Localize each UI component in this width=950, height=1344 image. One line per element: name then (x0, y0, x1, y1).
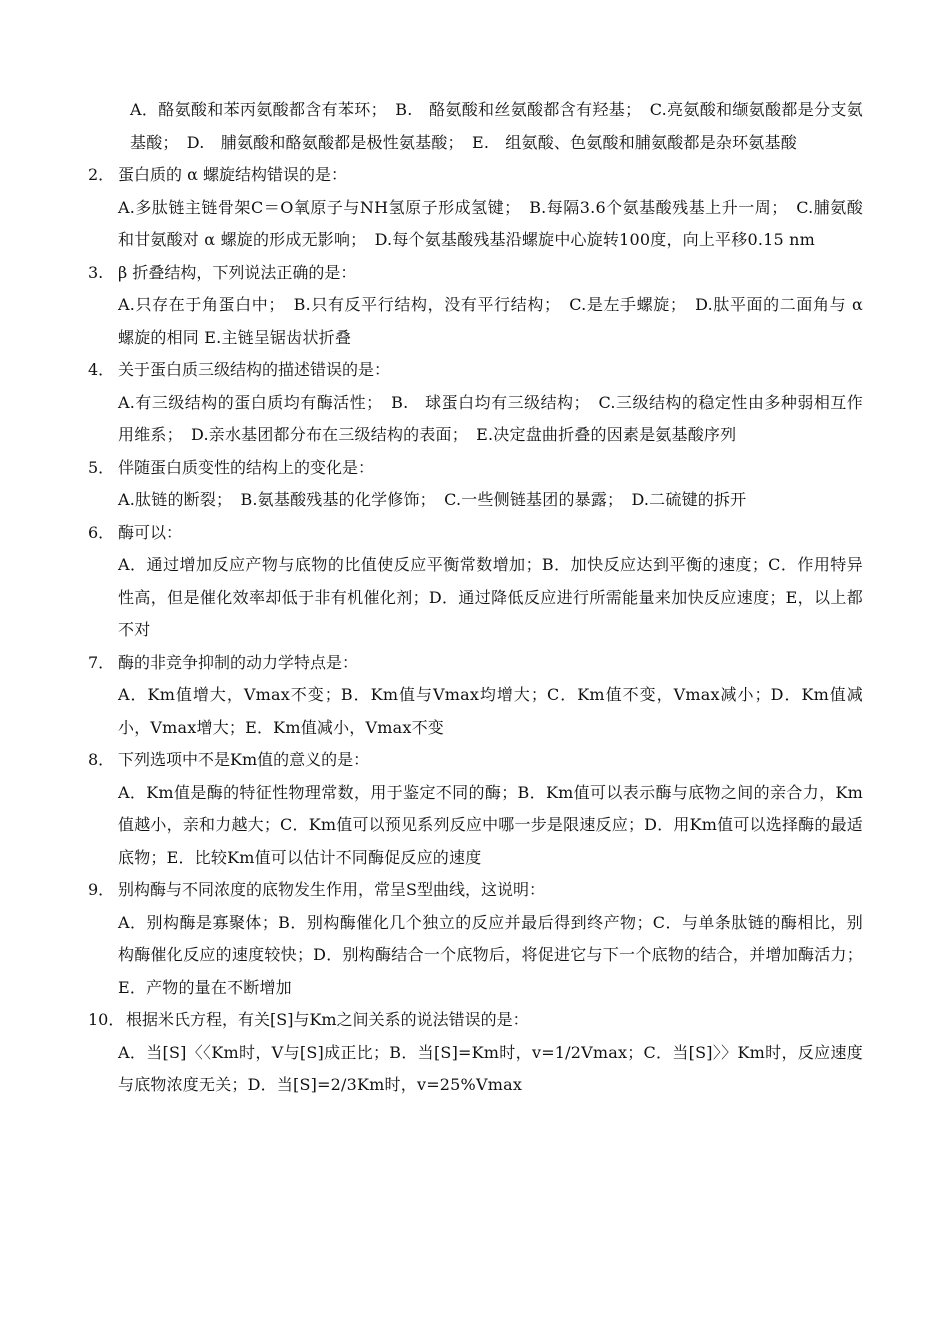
question-number: 7． (88, 652, 115, 672)
question-options: A.有三级结构的蛋白质均有酶活性； B. 球蛋白均有三级结构； C.三级结构的稳定性由多种弱相互作用维系； D.亲水基团都分布在三级结构的表面； E.决定盘曲折叠的因素是氨基酸序列 (118, 392, 863, 444)
question-3 (88, 257, 863, 355)
question-6 (88, 517, 863, 647)
question-number: 5． (88, 457, 115, 477)
question-title (88, 1004, 863, 1037)
question-title (88, 354, 863, 387)
question-number: 9． (88, 880, 115, 899)
question-stem: 酶的非竞争抑制的动力学特点是： (118, 652, 359, 672)
question-options: A．通过增加反应产物与底物的比值使反应平衡常数增加；B．加快反应达到平衡的速度；C．作用特异性高，但是催化效率却低于非有机催化剂；D．通过降低反应进行所需能量来加快反应速度；E，以上都不对 (118, 555, 863, 639)
question-stem: 根据米氏方程，有关[S]与Km之间关系的说法错误的是： (126, 1010, 529, 1029)
question-number: 4． (88, 360, 115, 379)
question-stem: 酶可以： (118, 522, 183, 542)
question-stem: 伴随蛋白质变性的结构上的变化是： (118, 457, 375, 477)
question-number: 10． (88, 1010, 125, 1029)
question-title (88, 257, 863, 290)
question-options: A．当[S]〈〈Km时，V与[S]成正比；B．当[S]=Km时，v=1/2Vmax；C．当[S]〉〉Km时，反应速度与底物浓度无关；D．当[S]=2/3Km时，v=25%Vmax (118, 1042, 863, 1094)
question-stem: β 折叠结构，下列说法正确的是： (118, 262, 357, 282)
question-title (88, 647, 863, 680)
question-9 (88, 874, 863, 1004)
question-10 (88, 1004, 863, 1102)
question-stem: 关于蛋白质三级结构的描述错误的是： (118, 360, 391, 379)
question-title (88, 517, 863, 550)
question-options: A．酪氨酸和苯丙氨酸都含有苯环； B. 酪氨酸和丝氨酸都含有羟基； C.亮氨酸和缬氨酸都是分支氨基酸； D. 脯氨酸和酪氨酸都是极性氨基酸； E. 组氨酸、色氨酸和脯氨酸都是杂环氨基酸 (130, 100, 863, 152)
question-1-continued (88, 94, 863, 159)
question-number: 3. (88, 262, 104, 282)
question-title (88, 159, 863, 192)
question-options: A．Km值是酶的特征性物理常数，用于鉴定不同的酶；B．Km值可以表示酶与底物之间的亲合力，Km值越小，亲和力越大；C．Km值可以预见系列反应中哪一步是限速反应；D．用Km值可以选择酶的最适底物；E．比较Km值可以估计不同酶促反应的速度 (118, 782, 863, 867)
question-5 (88, 452, 863, 517)
question-list (88, 94, 863, 1102)
question-options: A．别构酶是寡聚体；B．别构酶催化几个独立的反应并最后得到终产物；C．与单条肽链的酶相比，别构酶催化反应的速度较快；D．别构酶结合一个底物后，将促进它与下一个底物的结合，并增加酶活力；E．产物的量在不断增加 (118, 912, 863, 997)
question-stem: 别构酶与不同浓度的底物发生作用，常呈S型曲线，这说明： (118, 880, 545, 899)
question-number: 2． (88, 165, 115, 184)
question-number: 6． (88, 522, 115, 542)
question-stem: 蛋白质的 α 螺旋结构错误的是： (118, 165, 347, 184)
question-title (88, 874, 863, 907)
question-number: 8． (88, 750, 115, 769)
question-4 (88, 354, 863, 452)
question-title (88, 452, 863, 485)
question-options: A.只存在于角蛋白中； B.只有反平行结构，没有平行结构； C.是左手螺旋； D.肽平面的二面角与 α 螺旋的相同 E.主链呈锯齿状折叠 (118, 295, 863, 347)
question-options: A.多肽链主链骨架C＝O氧原子与NH氢原子形成氢键； B.每隔3.6个氨基酸残基上升一周； C.脯氨酸和甘氨酸对 α 螺旋的形成无影响； D.每个氨基酸残基沿螺旋中心旋转100度，向上平移0.15 nm (118, 197, 863, 249)
question-options: A.肽链的断裂； B.氨基酸残基的化学修饰； C.一些侧链基团的暴露； D.二硫键的拆开 (118, 490, 747, 509)
question-title (88, 744, 863, 777)
question-2 (88, 159, 863, 257)
question-7 (88, 647, 863, 745)
question-options: A．Km值增大，Vmax不变；B．Km值与Vmax均增大；C．Km值不变，Vmax减小；D．Km值减小，Vmax增大；E．Km值减小，Vmax不变 (118, 685, 863, 737)
question-8 (88, 744, 863, 874)
question-stem: 下列选项中不是Km值的意义的是： (118, 750, 370, 769)
